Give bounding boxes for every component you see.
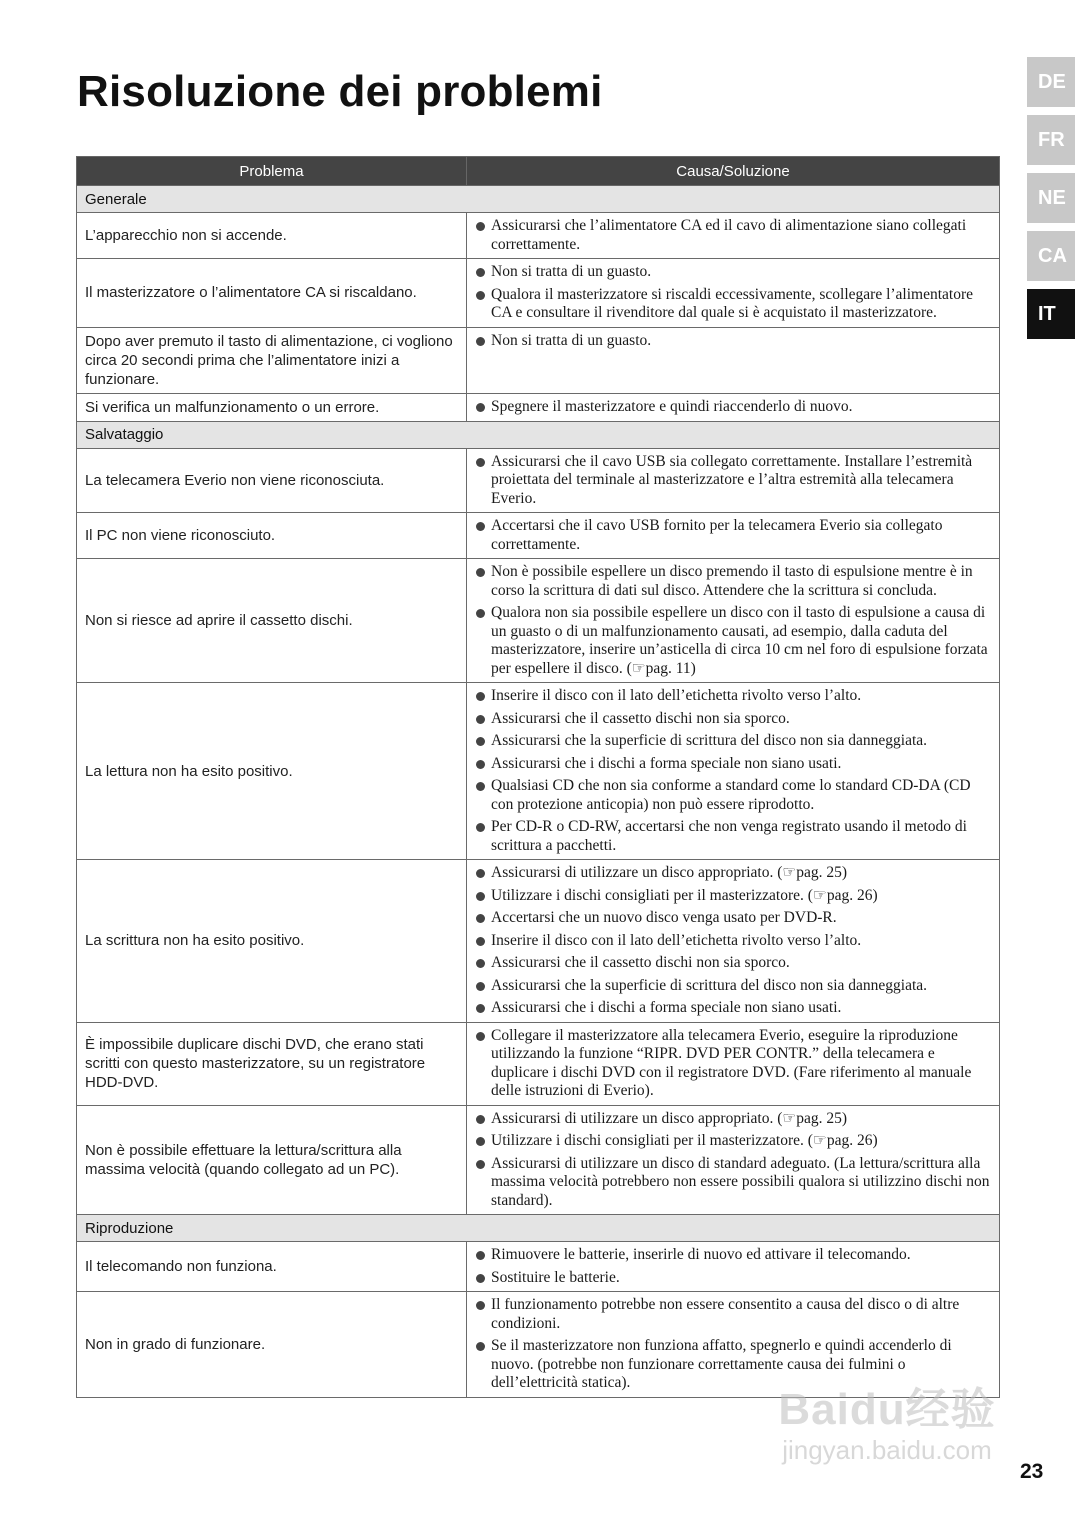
tab-ca[interactable]: CA	[1027, 231, 1075, 281]
solution-cell	[467, 513, 1000, 559]
solution-item: Assicurarsi che il cassetto dischi non sia sporco.	[475, 710, 991, 729]
solution-item: Assicurarsi di utilizzare un disco di standard adeguato. (La lettura/scrittura alla massima velocità potrebbero non essere possibili qualora si utilizzino dischi non standard).	[475, 1155, 991, 1211]
solution-item: Accertarsi che un nuovo disco venga usato per DVD-R.	[475, 909, 991, 928]
section-row	[77, 421, 1000, 448]
solution-list	[475, 1296, 991, 1393]
solution-cell	[467, 559, 1000, 683]
solution-cell	[467, 213, 1000, 259]
solution-item: Utilizzare i dischi consigliati per il masterizzatore. (☞pag. 26)	[475, 1132, 991, 1151]
solution-cell	[467, 393, 1000, 421]
solution-item: Utilizzare i dischi consigliati per il masterizzatore. (☞pag. 26)	[475, 887, 991, 906]
problem-cell: Dopo aver premuto il tasto di alimentazione, ci vogliono circa 20 secondi prima che l’alimentatore inizi a funzionare.	[77, 327, 467, 393]
tab-it[interactable]: IT	[1027, 289, 1075, 339]
solution-list	[475, 453, 991, 509]
problem-cell: È impossibile duplicare dischi DVD, che erano stati scritti con questo masterizzatore, su un registratore HDD-DVD.	[77, 1022, 467, 1105]
solution-item: Rimuovere le batterie, inserirle di nuovo ed attivare il telecomando.	[475, 1246, 991, 1265]
table-row	[77, 1242, 1000, 1292]
solution-item: Non si tratta di un guasto.	[475, 332, 991, 351]
solution-cell	[467, 1242, 1000, 1292]
solution-item: Inserire il disco con il lato dell’etichetta rivolto verso l’alto.	[475, 932, 991, 951]
solution-item: Qualora il masterizzatore si riscaldi eccessivamente, scollegare l’alimentatore CA e consultare il rivenditore dal quale si è acquistato il masterizzatore.	[475, 286, 991, 323]
solution-item: Non è possibile espellere un disco premendo il tasto di espulsione mentre è in corso la scrittura di dati sul disco. Attendere che la scrittura si concluda.	[475, 563, 991, 600]
solution-item: Inserire il disco con il lato dell’etichetta rivolto verso l’alto.	[475, 687, 991, 706]
page-title: Risoluzione dei problemi	[77, 67, 603, 116]
tab-ne[interactable]: NE	[1027, 173, 1075, 223]
page-number: 23	[1020, 1460, 1044, 1483]
table-row	[77, 513, 1000, 559]
table-row	[77, 213, 1000, 259]
table-row	[77, 327, 1000, 393]
solution-item: Assicurarsi che la superficie di scrittura del disco non sia danneggiata.	[475, 732, 991, 751]
solution-item: Assicurarsi che i dischi a forma speciale non siano usati.	[475, 755, 991, 774]
problem-cell: Non si riesce ad aprire il cassetto dischi.	[77, 559, 467, 683]
solution-item: Assicurarsi che la superficie di scrittura del disco non sia danneggiata.	[475, 977, 991, 996]
solution-list	[475, 1027, 991, 1101]
solution-item: Assicurarsi che il cassetto dischi non sia sporco.	[475, 954, 991, 973]
table-row	[77, 448, 1000, 513]
table-body	[77, 186, 1000, 1398]
solution-list	[475, 864, 991, 1018]
tab-fr[interactable]: FR	[1027, 115, 1075, 165]
problem-cell: Il masterizzatore o l’alimentatore CA si riscaldano.	[77, 259, 467, 328]
solution-cell	[467, 1292, 1000, 1398]
problem-cell: Non è possibile effettuare la lettura/scrittura alla massima velocità (quando collegato ad un PC).	[77, 1105, 467, 1215]
section-title: Riproduzione	[77, 1215, 1000, 1242]
troubleshooting-table	[76, 156, 1000, 1398]
watermark	[762, 1385, 1012, 1475]
solution-list	[475, 1246, 991, 1287]
solution-cell	[467, 448, 1000, 513]
header-solution: Causa/Soluzione	[467, 157, 1000, 186]
problem-cell: Il PC non viene riconosciuto.	[77, 513, 467, 559]
problem-cell: L’apparecchio non si accende.	[77, 213, 467, 259]
problem-cell: Si verifica un malfunzionamento o un errore.	[77, 393, 467, 421]
table-row	[77, 860, 1000, 1023]
solution-cell	[467, 259, 1000, 328]
solution-item: Il funzionamento potrebbe non essere consentito a causa del disco o di altre condizioni.	[475, 1296, 991, 1333]
watermark-url: jingyan.baidu.com	[782, 1435, 992, 1465]
solution-item: Non si tratta di un guasto.	[475, 263, 991, 282]
solution-item: Assicurarsi che il cavo USB sia collegato correttamente. Installare l’estremità proiettata del terminale al masterizzatore e l’altra estremità alla telecamera Everio.	[475, 453, 991, 509]
solution-list	[475, 563, 991, 678]
table-row	[77, 559, 1000, 683]
solution-item: Qualsiasi CD che non sia conforme a standard come lo standard CD-DA (CD con protezione anticopia) non può essere riprodotto.	[475, 777, 991, 814]
solution-item: Assicurarsi di utilizzare un disco appropriato. (☞pag. 25)	[475, 1110, 991, 1129]
section-row	[77, 1215, 1000, 1242]
problem-cell: Non in grado di funzionare.	[77, 1292, 467, 1398]
table-row	[77, 1022, 1000, 1105]
solution-item: Qualora non sia possibile espellere un disco con il tasto di espulsione a causa di un guasto o di un malfunzionamento causati, ad esempio, dalla caduta del masterizzatore, inserire un’asticella di circa 10 cm nel foro di espulsione forzata per espellere il disco. (☞pag. 11)	[475, 604, 991, 678]
table-row	[77, 393, 1000, 421]
solution-cell	[467, 1022, 1000, 1105]
solution-item: Accertarsi che il cavo USB fornito per la telecamera Everio sia collegato correttamente.	[475, 517, 991, 554]
table-row	[77, 259, 1000, 328]
table-row	[77, 683, 1000, 860]
solution-list	[475, 217, 991, 254]
header-problem: Problema	[77, 157, 467, 186]
solution-list	[475, 1110, 991, 1211]
solution-cell	[467, 327, 1000, 393]
solution-item: Spegnere il masterizzatore e quindi riaccenderlo di nuovo.	[475, 398, 991, 417]
solution-item: Assicurarsi di utilizzare un disco appropriato. (☞pag. 25)	[475, 864, 991, 883]
solution-list	[475, 332, 991, 351]
table-row	[77, 1292, 1000, 1398]
solution-list	[475, 263, 991, 323]
problem-cell: La telecamera Everio non viene riconosciuta.	[77, 448, 467, 513]
tab-de[interactable]: DE	[1027, 57, 1075, 107]
language-tabs	[1027, 57, 1075, 347]
section-row	[77, 186, 1000, 213]
watermark-logo: Baidu经验	[778, 1385, 996, 1434]
solution-cell	[467, 1105, 1000, 1215]
problem-cell: La scrittura non ha esito positivo.	[77, 860, 467, 1023]
table-header-row	[77, 157, 1000, 186]
solution-cell	[467, 683, 1000, 860]
solution-item: Assicurarsi che i dischi a forma speciale non siano usati.	[475, 999, 991, 1018]
solution-list	[475, 687, 991, 855]
section-title: Generale	[77, 186, 1000, 213]
solution-cell	[467, 860, 1000, 1023]
solution-list	[475, 517, 991, 554]
solution-list	[475, 398, 991, 417]
problem-cell: Il telecomando non funziona.	[77, 1242, 467, 1292]
solution-item: Collegare il masterizzatore alla telecamera Everio, eseguire la riproduzione utilizzando la funzione “RIPR. DVD PER CONTR.” della telecamera e duplicare i dischi DVD con il registratore DVD. (Fare riferimento al manuale delle istruzioni di Everio).	[475, 1027, 991, 1101]
table-row	[77, 1105, 1000, 1215]
solution-item: Per CD-R o CD-RW, accertarsi che non venga registrato usando il metodo di scrittura a pacchetti.	[475, 818, 991, 855]
problem-cell: La lettura non ha esito positivo.	[77, 683, 467, 860]
solution-item: Assicurarsi che l’alimentatore CA ed il cavo di alimentazione siano collegati correttamente.	[475, 217, 991, 254]
section-title: Salvataggio	[77, 421, 1000, 448]
solution-item: Se il masterizzatore non funziona affatto, spegnerlo e quindi accenderlo di nuovo. (potrebbe non funzionare correttamente causa dei fulmini o dell’elettricità statica).	[475, 1337, 991, 1393]
solution-item: Sostituire le batterie.	[475, 1269, 991, 1288]
